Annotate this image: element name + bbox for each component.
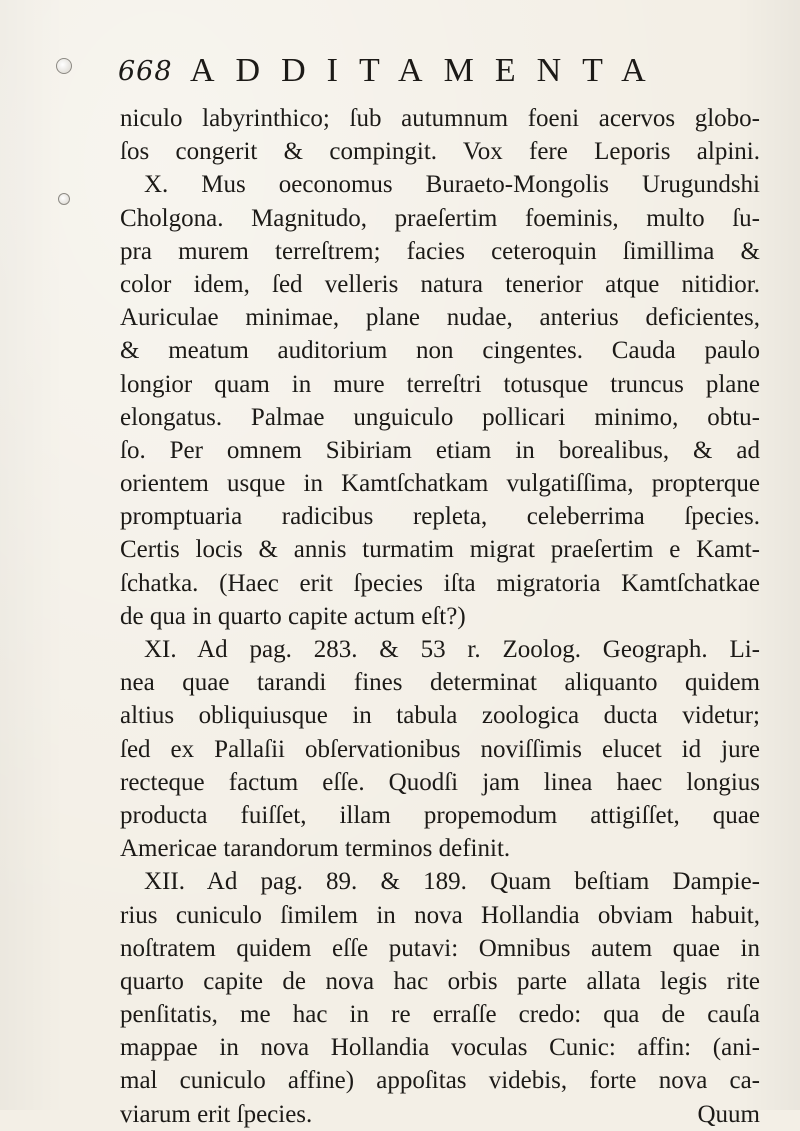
text-line: ſchatka. (Haec erit ſpecies iſta migratoria Kamtſchatkae: [120, 569, 760, 597]
text-line: orientem usque in Kamtſchatkam vulgatiſſima, propterque: [120, 470, 760, 498]
running-head: ADDITAMENTA: [190, 52, 667, 89]
text-line: quarto capite de nova hac orbis parte allata legis rite: [120, 967, 760, 995]
text-line: X. Mus oeconomus Buraeto-Mongolis Urugundshi: [144, 171, 760, 199]
text-line: elongatus. Palmae unguiculo pollicari minimo, obtu-: [120, 403, 760, 431]
text-line: Americae tarandorum terminos definit.: [120, 835, 511, 863]
text-line: producta fuiſſet, illam propemodum attigiſſet, quae: [120, 801, 760, 829]
text-line: altius obliquiusque in tabula zoologica ducta videtur;: [120, 702, 760, 730]
text-line: XI. Ad pag. 283. & 53 r. Zoolog. Geograph. Li-: [144, 636, 760, 663]
text-line: pra murem terreſtrem; facies ceteroquin ſimillima &: [120, 237, 760, 265]
binding-hole-icon: [58, 193, 70, 205]
text-line: ſo. Per omnem Sibiriam etiam in borealibus, & ad: [120, 436, 760, 464]
text-line: ſos congerit & compingit. Vox fere Leporis alpini.: [120, 138, 760, 166]
text-line: niculo labyrinthico; ſub autumnum foeni acervos globo-: [120, 105, 760, 132]
text-line: nea quae tarandi fines determinat aliquanto quidem: [120, 669, 760, 697]
text-line-fragment: viarum erit ſpecies.: [120, 1100, 313, 1128]
text-line: ſed ex Pallaſii obſervationibus noviſſimis elucet id jure: [120, 735, 760, 763]
text-line: noſtratem quidem eſſe putavi: Omnibus autem quae in: [120, 934, 760, 962]
text-line: penſitatis, me hac in re erraſſe credo: qua de cauſa: [120, 1001, 760, 1029]
text-line: & meatum auditorium non cingentes. Cauda paulo: [120, 337, 760, 365]
text-line: de qua in quarto capite actum eſt?): [120, 602, 466, 630]
text-line: promptuaria radicibus repleta, celeberrima ſpecies.: [120, 503, 760, 531]
body-text: [120, 102, 760, 1131]
catchword: Quum: [697, 1100, 760, 1128]
text-line: color idem, ſed velleris natura tenerior atque nitidior.: [120, 270, 760, 298]
text-line: Certis locis & annis turmatim migrat praeſertim e Kamt-: [120, 536, 760, 564]
binding-hole-icon: [56, 58, 72, 74]
text-line: recteque factum eſſe. Quodſi jam linea haec longius: [120, 768, 760, 796]
text-line: [120, 1098, 760, 1131]
text-line: XII. Ad pag. 89. & 189. Quam beſtiam Dampie-: [144, 868, 760, 896]
text-line: rius cuniculo ſimilem in nova Hollandia obviam habuit,: [120, 901, 760, 929]
text-line: mappae in nova Hollandia voculas Cunic: affin: (ani-: [120, 1034, 760, 1062]
text-line: mal cuniculo affine) appoſitas videbis, forte nova ca-: [120, 1067, 760, 1095]
text-line: longior quam in mure terreſtri totusque truncus plane: [120, 370, 760, 398]
text-line: Auriculae minimae, plane nudae, anterius deficientes,: [120, 304, 760, 332]
page-number: 668: [118, 56, 173, 87]
page-header: [118, 52, 758, 96]
text-line: Cholgona. Magnitudo, praeſertim foeminis, multo ſu-: [120, 204, 760, 232]
